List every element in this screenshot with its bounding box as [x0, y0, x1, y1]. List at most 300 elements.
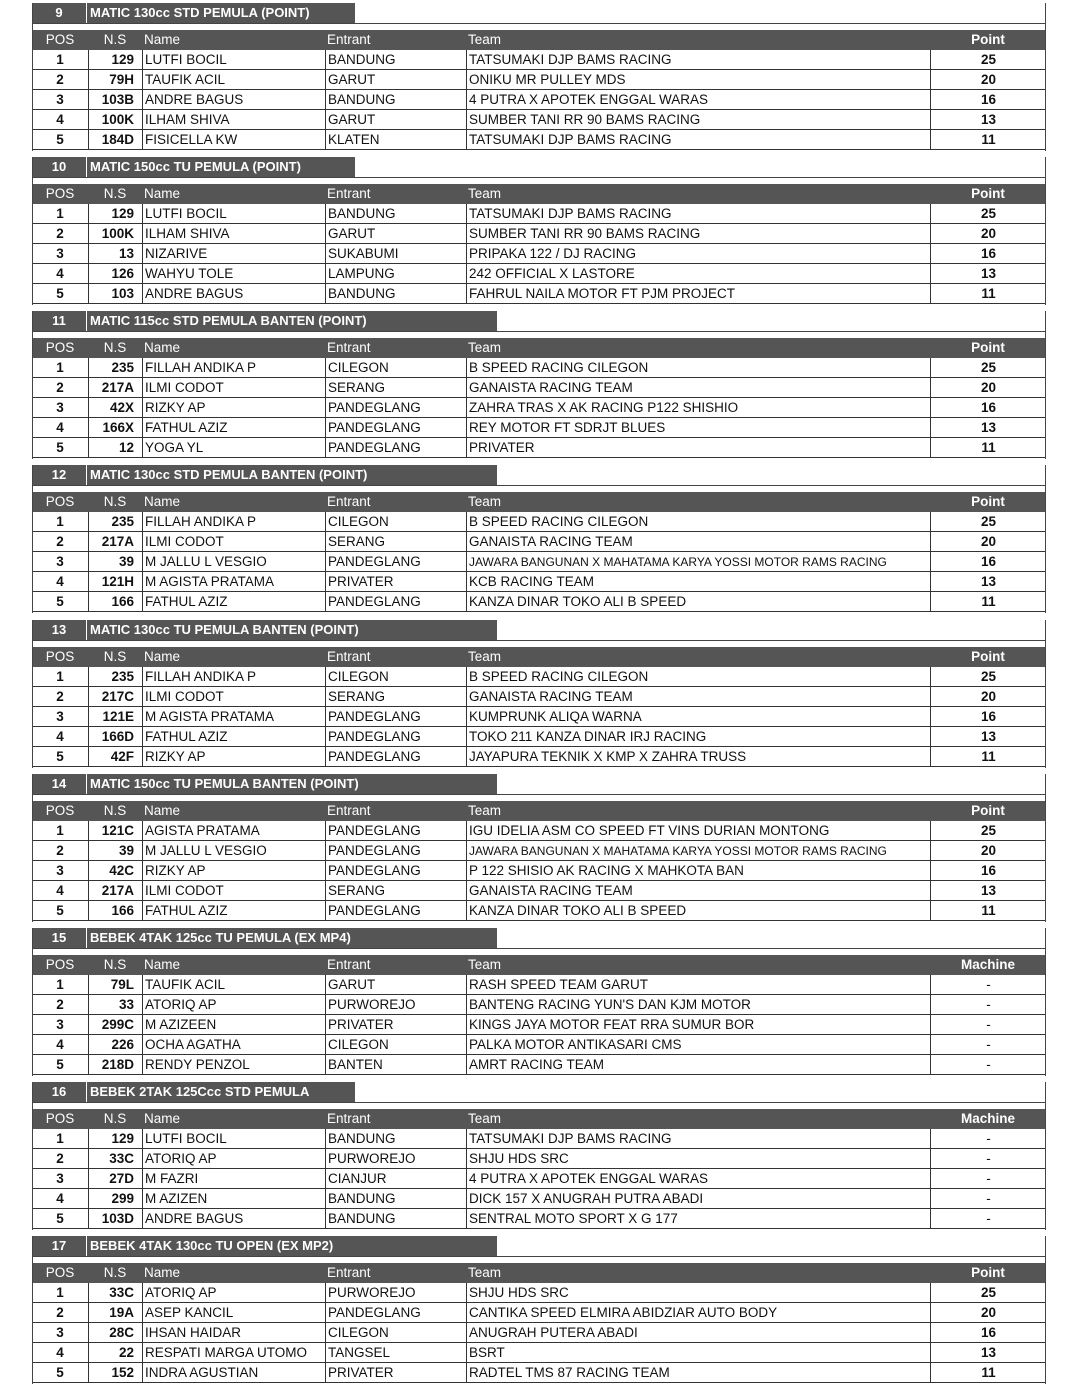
cell-ns: 235	[88, 358, 142, 377]
cell-entrant: PANDEGLANG	[325, 901, 466, 920]
cell-machine: -	[930, 1209, 1046, 1228]
cell-name: FILLAH ANDIKA P	[142, 667, 325, 686]
cell-pos: 1	[56, 360, 64, 375]
col-point-header: Point	[971, 340, 1005, 355]
cell-name: FATHUL AZIZ	[142, 727, 325, 746]
table-row	[32, 687, 1046, 707]
block-left-border	[32, 928, 33, 1076]
cell-pos: 5	[56, 594, 64, 610]
cell-pos: 1	[56, 52, 64, 67]
cell-team: KINGS JAYA MOTOR FEAT RRA SUMUR BOR	[466, 1015, 930, 1034]
table-row	[32, 572, 1046, 592]
cell-entrant: CIANJUR	[325, 1169, 466, 1188]
table-header	[32, 801, 1046, 821]
cell-point: 11	[930, 438, 1046, 457]
cell-ns: 42X	[88, 398, 142, 417]
table-header	[32, 955, 1046, 975]
section-heading	[32, 774, 1046, 794]
col-name-header: Name	[144, 1265, 181, 1280]
cell-name: M JALLU L VESGIO	[142, 552, 325, 571]
col-point-header: Point	[971, 803, 1005, 818]
cell-ns: 126	[88, 264, 142, 283]
col-pos-header: POS	[45, 957, 75, 972]
cell-entrant: BANDUNG	[325, 90, 466, 109]
cell-name: LUTFI BOCIL	[142, 204, 325, 223]
col-ns-header: N.S	[103, 1111, 127, 1126]
table-row	[32, 861, 1046, 881]
table-row	[32, 1323, 1046, 1343]
cell-team: ANUGRAH PUTERA ABADI	[466, 1323, 930, 1342]
cell-point: 11	[930, 284, 1046, 303]
cell-point: 11	[930, 592, 1046, 611]
cell-point: 13	[930, 881, 1046, 900]
cell-point: 11	[930, 130, 1046, 149]
section-rule	[32, 485, 1046, 486]
cell-ns: 33	[88, 995, 142, 1014]
cell-point: 20	[930, 1303, 1046, 1322]
col-pos-header: POS	[45, 1111, 75, 1126]
cell-team: TATSUMAKI DJP BAMS RACING	[466, 50, 930, 69]
col-point-header: Point	[971, 649, 1005, 664]
cell-machine: -	[930, 1149, 1046, 1168]
cell-pos: 3	[56, 863, 64, 879]
section-heading	[32, 465, 1046, 485]
section-number: 9	[32, 3, 86, 23]
cell-ns: 103	[88, 284, 142, 303]
cell-team: CANTIKA SPEED ELMIRA ABIDZIAR AUTO BODY	[466, 1303, 930, 1322]
table-row	[32, 532, 1046, 552]
cell-name: ILMI CODOT	[142, 687, 325, 706]
cell-ns: 42C	[88, 861, 142, 880]
cell-entrant: PRIVATER	[325, 1363, 466, 1382]
cell-point: 13	[930, 110, 1046, 129]
table-row	[32, 1209, 1046, 1229]
table-header	[32, 184, 1046, 204]
cell-entrant: GARUT	[325, 975, 466, 994]
table-row	[32, 358, 1046, 378]
section-rule	[32, 1102, 1046, 1103]
cell-pos: 1	[56, 514, 64, 529]
table-row	[32, 821, 1046, 841]
cell-ns: 184D	[88, 130, 142, 149]
cell-entrant: CILEGON	[325, 358, 466, 377]
cell-ns: 166X	[88, 418, 142, 437]
col-team-header: Team	[468, 186, 502, 201]
cell-point: 16	[930, 398, 1046, 417]
cell-entrant: BANDUNG	[325, 1129, 466, 1148]
section-title: MATIC 130cc STD PEMULA (POINT)	[87, 3, 355, 23]
cell-point: 20	[930, 841, 1046, 860]
cell-point: 13	[930, 1343, 1046, 1362]
cell-ns: 12	[88, 438, 142, 457]
section-rule	[32, 331, 1046, 332]
cell-name: INDRA AGUSTIAN	[142, 1363, 325, 1382]
section-heading	[32, 1082, 1046, 1102]
cell-pos: 4	[56, 1345, 64, 1361]
block-left-border	[32, 3, 33, 151]
cell-entrant: PANDEGLANG	[325, 592, 466, 611]
section-rule	[32, 948, 1046, 949]
cell-entrant: SUKABUMI	[325, 244, 466, 263]
cell-team: RASH SPEED TEAM GARUT	[466, 975, 930, 994]
cell-pos: 3	[56, 1017, 64, 1033]
cell-name: AGISTA PRATAMA	[142, 821, 325, 840]
col-team-header: Team	[468, 340, 502, 355]
cell-machine: -	[930, 1015, 1046, 1034]
cell-pos: 2	[56, 1305, 64, 1321]
col-ns-header: N.S	[103, 340, 127, 355]
cell-ns: 103D	[88, 1209, 142, 1228]
cell-point: 20	[930, 532, 1046, 551]
cell-team: B SPEED RACING CILEGON	[466, 358, 930, 377]
section-number: 13	[32, 620, 86, 640]
table-row	[32, 747, 1046, 767]
table-row	[32, 707, 1046, 727]
cell-team: TOKO 211 KANZA DINAR IRJ RACING	[466, 727, 930, 746]
col-ns-header: N.S	[103, 803, 127, 818]
cell-pos: 2	[56, 689, 64, 705]
cell-ns: 27D	[88, 1169, 142, 1188]
table-row	[32, 552, 1046, 572]
cell-entrant: PRIVATER	[325, 572, 466, 591]
table-row	[32, 50, 1046, 70]
cell-team: TATSUMAKI DJP BAMS RACING	[466, 1129, 930, 1148]
cell-ns: 79H	[88, 70, 142, 89]
cell-pos: 5	[56, 440, 64, 456]
cell-team: DICK 157 X ANUGRAH PUTRA ABADI	[466, 1189, 930, 1208]
cell-name: M FAZRI	[142, 1169, 325, 1188]
block-left-border	[32, 311, 33, 459]
cell-team: GANAISTA RACING TEAM	[466, 378, 930, 397]
table-row	[32, 975, 1046, 995]
cell-point: 20	[930, 224, 1046, 243]
cell-entrant: PANDEGLANG	[325, 552, 466, 571]
col-team-header: Team	[468, 1111, 502, 1126]
cell-team: P 122 SHISIO AK RACING X MAHKOTA BAN	[466, 861, 930, 880]
cell-entrant: PANDEGLANG	[325, 418, 466, 437]
block-right-border	[1045, 3, 1046, 151]
col-name-header: Name	[144, 803, 181, 818]
cell-pos: 1	[56, 1285, 64, 1300]
section-heading	[32, 620, 1046, 640]
cell-team: SUMBER TANI RR 90 BAMS RACING	[466, 110, 930, 129]
cell-team: IGU IDELIA ASM CO SPEED FT VINS DURIAN MONTONG	[466, 821, 930, 840]
cell-team: 4 PUTRA X APOTEK ENGGAL WARAS	[466, 90, 930, 109]
table-row	[32, 110, 1046, 130]
cell-ns: 218D	[88, 1055, 142, 1074]
cell-pos: 5	[56, 1057, 64, 1073]
col-entrant-header: Entrant	[327, 340, 371, 355]
cell-entrant: CILEGON	[325, 1035, 466, 1054]
cell-entrant: BANDUNG	[325, 50, 466, 69]
cell-team: SENTRAL MOTO SPORT X G 177	[466, 1209, 930, 1228]
col-machine-header: Machine	[960, 1111, 1015, 1126]
cell-point: 16	[930, 1323, 1046, 1342]
col-point-header: Point	[971, 186, 1005, 201]
section-title: BEBEK 2TAK 125Ccc STD PEMULA	[87, 1082, 355, 1102]
section-heading	[32, 157, 1046, 177]
cell-ns: 39	[88, 841, 142, 860]
cell-name: WAHYU TOLE	[142, 264, 325, 283]
cell-name: FATHUL AZIZ	[142, 418, 325, 437]
cell-entrant: BANDUNG	[325, 1189, 466, 1208]
cell-pos: 1	[56, 206, 64, 221]
col-entrant-header: Entrant	[327, 32, 371, 47]
col-pos-header: POS	[45, 186, 75, 201]
cell-name: ATORIQ AP	[142, 995, 325, 1014]
cell-name: FILLAH ANDIKA P	[142, 512, 325, 531]
cell-point: 13	[930, 572, 1046, 591]
cell-name: M JALLU L VESGIO	[142, 841, 325, 860]
cell-team: FAHRUL NAILA MOTOR FT PJM PROJECT	[466, 284, 930, 303]
block-right-border	[1045, 928, 1046, 1076]
col-entrant-header: Entrant	[327, 494, 371, 509]
cell-pos: 2	[56, 997, 64, 1013]
cell-ns: 28C	[88, 1323, 142, 1342]
cell-point: 16	[930, 244, 1046, 263]
cell-name: ASEP KANCIL	[142, 1303, 325, 1322]
cell-ns: 166	[88, 901, 142, 920]
cell-entrant: SERANG	[325, 378, 466, 397]
table-row	[32, 841, 1046, 861]
cell-machine: -	[930, 1055, 1046, 1074]
cell-pos: 3	[56, 400, 64, 416]
section-title: BEBEK 4TAK 125cc TU PEMULA (EX MP4)	[87, 928, 497, 948]
cell-team: KCB RACING TEAM	[466, 572, 930, 591]
cell-ns: 121C	[88, 821, 142, 840]
col-ns-header: N.S	[103, 186, 127, 201]
cell-point: 13	[930, 727, 1046, 746]
cell-ns: 152	[88, 1363, 142, 1382]
cell-ns: 121H	[88, 572, 142, 591]
cell-team: JAWARA BANGUNAN X MAHATAMA KARYA YOSSI MOTOR RAMS RACING	[466, 552, 930, 571]
table-row	[32, 1303, 1046, 1323]
block-left-border	[32, 1236, 33, 1384]
cell-point: 13	[930, 418, 1046, 437]
col-name-header: Name	[144, 494, 181, 509]
section-rule	[32, 640, 1046, 641]
col-team-header: Team	[468, 649, 502, 664]
table-row	[32, 1129, 1046, 1149]
cell-name: M AZIZEN	[142, 1189, 325, 1208]
cell-entrant: PRIVATER	[325, 1015, 466, 1034]
block-left-border	[32, 1082, 33, 1230]
block-left-border	[32, 157, 33, 305]
table-header	[32, 1109, 1046, 1129]
cell-entrant: CILEGON	[325, 512, 466, 531]
cell-name: ATORIQ AP	[142, 1149, 325, 1168]
cell-name: ILHAM SHIVA	[142, 224, 325, 243]
cell-team: REY MOTOR FT SDRJT BLUES	[466, 418, 930, 437]
cell-team: GANAISTA RACING TEAM	[466, 532, 930, 551]
cell-name: FATHUL AZIZ	[142, 592, 325, 611]
cell-entrant: PANDEGLANG	[325, 707, 466, 726]
cell-entrant: BANDUNG	[325, 284, 466, 303]
table-row	[32, 1343, 1046, 1363]
section-number: 12	[32, 465, 86, 485]
col-team-header: Team	[468, 32, 502, 47]
cell-entrant: GARUT	[325, 224, 466, 243]
cell-team: RADTEL TMS 87 RACING TEAM	[466, 1363, 930, 1382]
block-left-border	[32, 774, 33, 922]
cell-ns: 217A	[88, 378, 142, 397]
col-ns-header: N.S	[103, 32, 127, 47]
cell-entrant: PANDEGLANG	[325, 1303, 466, 1322]
cell-team: PRIVATER	[466, 438, 930, 457]
table-row	[32, 130, 1046, 150]
col-team-header: Team	[468, 1265, 502, 1280]
col-pos-header: POS	[45, 1265, 75, 1280]
cell-entrant: SERANG	[325, 687, 466, 706]
cell-team: SHJU HDS SRC	[466, 1149, 930, 1168]
cell-pos: 4	[56, 112, 64, 128]
cell-ns: 166D	[88, 727, 142, 746]
cell-entrant: PANDEGLANG	[325, 438, 466, 457]
cell-pos: 3	[56, 709, 64, 725]
cell-entrant: LAMPUNG	[325, 264, 466, 283]
col-entrant-header: Entrant	[327, 803, 371, 818]
cell-ns: 166	[88, 592, 142, 611]
cell-name: OCHA AGATHA	[142, 1035, 325, 1054]
cell-entrant: PURWOREJO	[325, 995, 466, 1014]
cell-ns: 103B	[88, 90, 142, 109]
cell-ns: 13	[88, 244, 142, 263]
cell-pos: 3	[56, 1325, 64, 1341]
cell-ns: 217C	[88, 687, 142, 706]
cell-name: TAUFIK ACIL	[142, 975, 325, 994]
cell-point: 11	[930, 901, 1046, 920]
cell-point: 16	[930, 861, 1046, 880]
block-left-border	[32, 465, 33, 613]
cell-team: TATSUMAKI DJP BAMS RACING	[466, 130, 930, 149]
table-row	[32, 224, 1046, 244]
cell-pos: 1	[56, 977, 64, 992]
cell-ns: 121E	[88, 707, 142, 726]
table-row	[32, 70, 1046, 90]
col-name-header: Name	[144, 649, 181, 664]
cell-pos: 1	[56, 669, 64, 684]
col-entrant-header: Entrant	[327, 957, 371, 972]
section-rule	[32, 23, 1046, 24]
col-name-header: Name	[144, 340, 181, 355]
cell-point: 13	[930, 264, 1046, 283]
cell-entrant: PANDEGLANG	[325, 821, 466, 840]
table-row	[32, 1015, 1046, 1035]
cell-name: ILMI CODOT	[142, 532, 325, 551]
col-machine-header: Machine	[960, 957, 1015, 972]
table-row	[32, 1149, 1046, 1169]
cell-ns: 39	[88, 552, 142, 571]
col-ns-header: N.S	[103, 1265, 127, 1280]
table-header	[32, 30, 1046, 50]
cell-pos: 3	[56, 246, 64, 262]
cell-point: 25	[930, 1283, 1046, 1302]
cell-pos: 3	[56, 1171, 64, 1187]
cell-pos: 4	[56, 266, 64, 282]
cell-pos: 5	[56, 903, 64, 919]
cell-pos: 4	[56, 883, 64, 899]
cell-ns: 235	[88, 512, 142, 531]
cell-entrant: BANDUNG	[325, 204, 466, 223]
col-point-header: Point	[971, 494, 1005, 509]
table-row	[32, 418, 1046, 438]
cell-team: JAYAPURA TEKNIK X KMP X ZAHRA TRUSS	[466, 747, 930, 766]
cell-entrant: GARUT	[325, 110, 466, 129]
cell-entrant: PANDEGLANG	[325, 727, 466, 746]
section-title: MATIC 130cc TU PEMULA BANTEN (POINT)	[87, 620, 497, 640]
cell-pos: 2	[56, 843, 64, 859]
table-row	[32, 378, 1046, 398]
section-number: 16	[32, 1082, 86, 1102]
section-title: MATIC 150cc TU PEMULA BANTEN (POINT)	[87, 774, 497, 794]
cell-team: B SPEED RACING CILEGON	[466, 667, 930, 686]
cell-machine: -	[930, 1189, 1046, 1208]
cell-pos: 5	[56, 1211, 64, 1227]
table-row	[32, 881, 1046, 901]
cell-team: KANZA DINAR TOKO ALI B SPEED	[466, 901, 930, 920]
table-row	[32, 592, 1046, 612]
table-row	[32, 1189, 1046, 1209]
cell-name: FISICELLA KW	[142, 130, 325, 149]
section-number: 11	[32, 311, 86, 331]
cell-pos: 1	[56, 1131, 64, 1146]
col-team-header: Team	[468, 803, 502, 818]
cell-entrant: PANDEGLANG	[325, 398, 466, 417]
cell-point: 16	[930, 552, 1046, 571]
section-number: 17	[32, 1236, 86, 1256]
cell-machine: -	[930, 975, 1046, 994]
cell-point: 25	[930, 50, 1046, 69]
col-entrant-header: Entrant	[327, 649, 371, 664]
cell-entrant: GARUT	[325, 70, 466, 89]
cell-entrant: CILEGON	[325, 667, 466, 686]
cell-pos: 2	[56, 534, 64, 550]
cell-pos: 4	[56, 729, 64, 745]
cell-name: ANDRE BAGUS	[142, 284, 325, 303]
cell-entrant: PURWOREJO	[325, 1283, 466, 1302]
section-number: 15	[32, 928, 86, 948]
cell-team: ZAHRA TRAS X AK RACING P122 SHISHIO	[466, 398, 930, 417]
cell-ns: 129	[88, 204, 142, 223]
block-right-border	[1045, 465, 1046, 613]
block-right-border	[1045, 774, 1046, 922]
cell-name: LUTFI BOCIL	[142, 50, 325, 69]
col-name-header: Name	[144, 186, 181, 201]
cell-name: RENDY PENZOL	[142, 1055, 325, 1074]
table-row	[32, 204, 1046, 224]
cell-team: 242 OFFICIAL X LASTORE	[466, 264, 930, 283]
cell-ns: 217A	[88, 881, 142, 900]
section-number: 10	[32, 157, 86, 177]
section-title: BEBEK 4TAK 130cc TU OPEN (EX MP2)	[87, 1236, 497, 1256]
cell-pos: 2	[56, 72, 64, 88]
cell-team: TATSUMAKI DJP BAMS RACING	[466, 204, 930, 223]
cell-name: YOGA YL	[142, 438, 325, 457]
table-row	[32, 995, 1046, 1015]
cell-name: ANDRE BAGUS	[142, 90, 325, 109]
cell-machine: -	[930, 1035, 1046, 1054]
cell-name: ATORIQ AP	[142, 1283, 325, 1302]
col-entrant-header: Entrant	[327, 1265, 371, 1280]
cell-pos: 5	[56, 1365, 64, 1381]
col-team-header: Team	[468, 957, 502, 972]
cell-name: RIZKY AP	[142, 861, 325, 880]
cell-pos: 1	[56, 823, 64, 838]
block-right-border	[1045, 157, 1046, 305]
cell-pos: 4	[56, 574, 64, 590]
section-rule	[32, 177, 1046, 178]
cell-name: ILMI CODOT	[142, 881, 325, 900]
